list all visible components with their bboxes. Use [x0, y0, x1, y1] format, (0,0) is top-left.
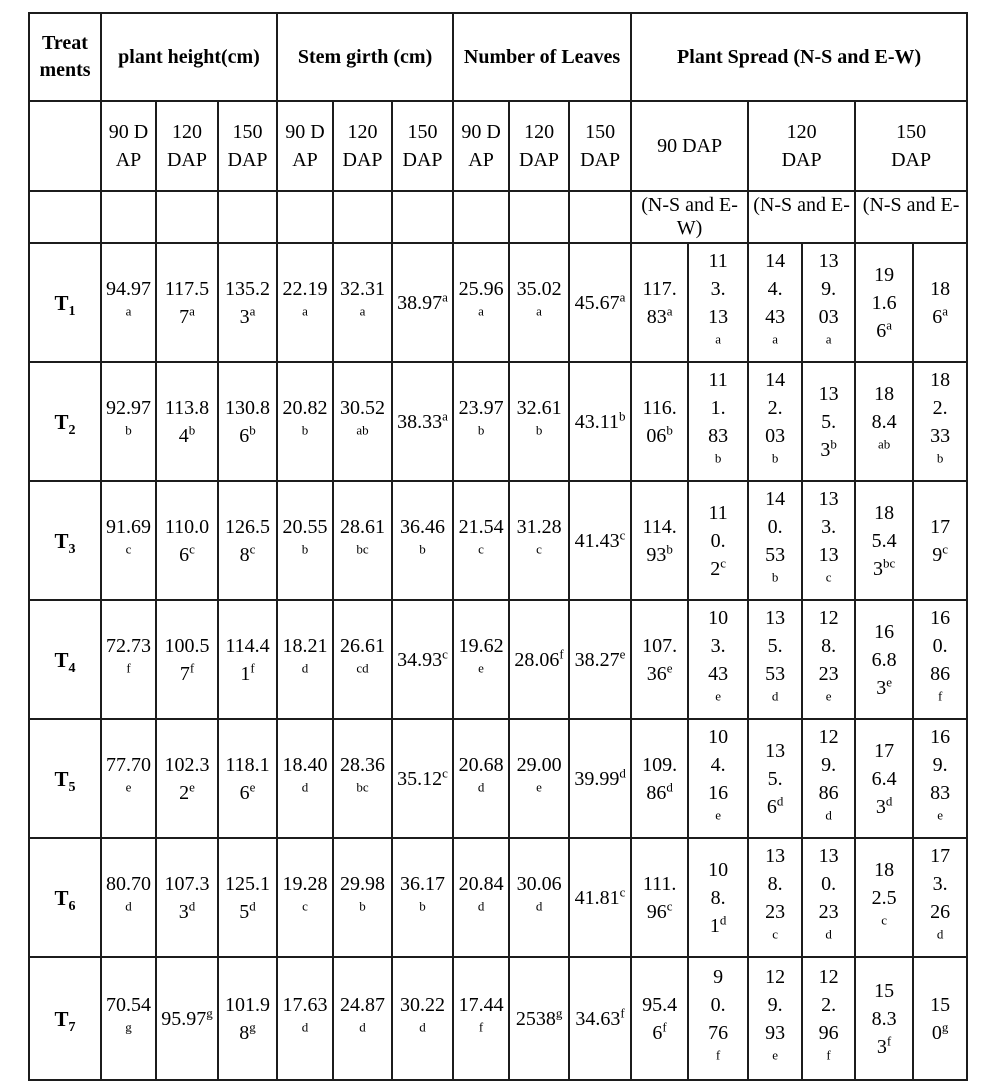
- empty-cell: [333, 191, 392, 243]
- value-cell: 130.23$^d$: [802, 838, 855, 957]
- table-row: [29, 362, 967, 481]
- significance-letter: f: [478, 1018, 484, 1034]
- significance-letter: a: [478, 302, 484, 318]
- empty-cell: [29, 101, 101, 191]
- table-row: [29, 600, 967, 719]
- plant-spread-header: Plant Spread (N-S and E-W): [631, 13, 967, 101]
- value-cell: 70.54$^g$: [101, 957, 156, 1080]
- significance-letter: f: [937, 687, 943, 703]
- significance-letter: b: [249, 421, 256, 437]
- value-cell: 72.73$^f$: [101, 600, 156, 719]
- value-cell: 41.81$^c$: [569, 838, 631, 957]
- significance-letter: e: [772, 1046, 778, 1062]
- table-row: [29, 243, 967, 362]
- value-cell: 28.36$^{bc}$: [333, 719, 392, 838]
- significance-letter: e: [536, 778, 542, 794]
- value-cell: 173.26$^d$: [913, 838, 967, 957]
- significance-letter: d: [535, 897, 543, 913]
- value-cell: 182.33$^b$: [913, 362, 967, 481]
- value-cell: 114.41$^f$: [218, 600, 277, 719]
- significance-letter: e: [715, 806, 721, 822]
- value-cell: 114.93$^b$: [631, 481, 688, 600]
- stem-girth-header: Stem girth (cm): [277, 13, 453, 101]
- value-cell: 22.19$^a$: [277, 243, 333, 362]
- value-cell: 21.54$^c$: [453, 481, 509, 600]
- significance-letter: a: [442, 288, 448, 304]
- significance-letter: f: [559, 645, 564, 661]
- value-cell: 23.97$^b$: [453, 362, 509, 481]
- significance-letter: d: [301, 659, 309, 675]
- significance-letter: d: [619, 764, 626, 780]
- treatments-data-table: [28, 12, 968, 1081]
- significance-letter: b: [477, 421, 485, 437]
- value-cell: 80.70$^d$: [101, 838, 156, 957]
- value-cell: 30.06$^d$: [509, 838, 569, 957]
- value-cell: 107.36e: [631, 600, 688, 719]
- value-cell: 108.1$^d$: [688, 838, 748, 957]
- value-cell: 38.33$^a$: [392, 362, 453, 481]
- empty-cell: [218, 191, 277, 243]
- dap-header: 150 DAP: [855, 101, 967, 191]
- significance-letter: c: [666, 897, 673, 913]
- value-cell: 20.84$^d$: [453, 838, 509, 957]
- value-cell: 101.98$^g$: [218, 957, 277, 1080]
- significance-letter: a: [886, 316, 892, 332]
- significance-letter: c: [189, 540, 195, 556]
- orientation-label: (N-S and E-: [748, 191, 855, 243]
- value-cell: 29.98$^b$: [333, 838, 392, 957]
- value-cell: 188.4$^{ab}$: [855, 362, 913, 481]
- value-cell: 135.3$^b$: [802, 362, 855, 481]
- significance-letter: e: [249, 778, 256, 794]
- value-cell: 111.83$^b$: [688, 362, 748, 481]
- value-cell: 95.46$^f$: [631, 957, 688, 1080]
- significance-letter: d: [188, 897, 196, 913]
- significance-letter: g: [941, 1018, 949, 1034]
- empty-cell: [277, 191, 333, 243]
- value-cell: 142.03$^b$: [748, 362, 802, 481]
- value-cell: 182.5$^c$: [855, 838, 913, 957]
- value-cell: 128.23e: [802, 600, 855, 719]
- value-cell: 20.82$^b$: [277, 362, 333, 481]
- significance-letter: a: [189, 302, 195, 318]
- value-cell: 111.96$^c$: [631, 838, 688, 957]
- value-cell: 118.16e: [218, 719, 277, 838]
- value-cell: 45.67$^a$: [569, 243, 631, 362]
- value-cell: 20.55$^b$: [277, 481, 333, 600]
- value-cell: 109.86$^d$: [631, 719, 688, 838]
- treatment-label: $T_4$: [29, 600, 101, 719]
- significance-letter: c: [942, 540, 948, 556]
- empty-cell: [101, 191, 156, 243]
- significance-letter: c: [619, 526, 626, 542]
- significance-letter: b: [125, 421, 132, 437]
- value-cell: 104.16e: [688, 719, 748, 838]
- significance-letter: b: [771, 568, 779, 584]
- treatment-label: $T_5$: [29, 719, 101, 838]
- value-cell: 150$^g$: [913, 957, 967, 1080]
- value-cell: 36.46$^b$: [392, 481, 453, 600]
- value-cell: 116.06$^b$: [631, 362, 688, 481]
- significance-letter: b: [666, 421, 673, 437]
- significance-letter: d: [825, 925, 832, 941]
- dap-header: 150 DAP: [569, 101, 631, 191]
- significance-letter: b: [419, 540, 426, 556]
- value-cell: 186$^a$: [913, 243, 967, 362]
- significance-letter: c: [619, 883, 626, 899]
- value-cell: 138.23$^c$: [748, 838, 802, 957]
- value-cell: 144.43$^a$: [748, 243, 802, 362]
- significance-letter: f: [126, 659, 131, 675]
- value-cell: 135.23$^a$: [218, 243, 277, 362]
- significance-letter: d: [825, 806, 832, 822]
- empty-cell: [453, 191, 509, 243]
- value-cell: 25.96$^a$: [453, 243, 509, 362]
- value-cell: 135.6$^d$: [748, 719, 802, 838]
- significance-letter: c: [125, 540, 132, 556]
- dap-header: 150 DAP: [218, 101, 277, 191]
- significance-letter: e: [189, 778, 195, 794]
- value-cell: 103.43e: [688, 600, 748, 719]
- value-cell: 94.97$^a$: [101, 243, 156, 362]
- significance-letter: b: [359, 897, 366, 913]
- significance-letter: d: [301, 778, 309, 794]
- value-cell: 117.83$^a$: [631, 243, 688, 362]
- table-row: [29, 957, 967, 1080]
- significance-letter: e: [937, 806, 943, 822]
- dap-header: 120 DAP: [156, 101, 218, 191]
- significance-letter: b: [666, 540, 673, 556]
- significance-letter: ab: [356, 421, 369, 437]
- value-cell: 129.93e: [748, 957, 802, 1080]
- value-cell: 32.61$^b$: [509, 362, 569, 481]
- significance-letter: f: [715, 1046, 721, 1062]
- dap-header: 90 DAP: [453, 101, 509, 191]
- significance-letter: d: [249, 897, 256, 913]
- significance-letter: b: [419, 897, 426, 913]
- significance-letter: c: [249, 540, 256, 556]
- value-cell: 30.52$^{ab}$: [333, 362, 392, 481]
- value-cell: 39.99$^d$: [569, 719, 631, 838]
- value-cell: 18.40$^d$: [277, 719, 333, 838]
- significance-letter: a: [942, 302, 948, 318]
- treatment-label: $T_1$: [29, 243, 101, 362]
- value-cell: 32.31$^a$: [333, 243, 392, 362]
- significance-letter: d: [776, 792, 784, 808]
- value-cell: 17.63$^d$: [277, 957, 333, 1080]
- value-cell: 113.84$^b$: [156, 362, 218, 481]
- value-cell: 91.69$^c$: [101, 481, 156, 600]
- value-cell: 158.33$^f$: [855, 957, 913, 1080]
- value-cell: 185.43$^{bc}$: [855, 481, 913, 600]
- significance-letter: e: [619, 645, 626, 661]
- value-cell: 35.12$^c$: [392, 719, 453, 838]
- significance-letter: a: [666, 302, 673, 318]
- orientation-label: (N-S and E-: [855, 191, 967, 243]
- significance-letter: f: [826, 1046, 831, 1062]
- value-cell: 140.53$^b$: [748, 481, 802, 600]
- significance-letter: b: [714, 449, 722, 465]
- treatments-header: Treatments: [29, 13, 101, 101]
- value-cell: 169.83e: [913, 719, 967, 838]
- value-cell: 19.62e: [453, 600, 509, 719]
- significance-letter: b: [771, 449, 779, 465]
- value-cell: 28.61$^{bc}$: [333, 481, 392, 600]
- plant-height-header: plant height(cm): [101, 13, 277, 101]
- significance-letter: ab: [877, 435, 891, 451]
- dap-header: 120 DAP: [509, 101, 569, 191]
- value-cell: 117.57$^a$: [156, 243, 218, 362]
- significance-letter: e: [125, 778, 132, 794]
- value-cell: 28.06$^f$: [509, 600, 569, 719]
- significance-letter: e: [666, 659, 673, 675]
- value-cell: 160.86$^f$: [913, 600, 967, 719]
- significance-letter: bc: [356, 778, 369, 794]
- significance-letter: d: [666, 778, 673, 794]
- significance-letter: f: [886, 1032, 892, 1048]
- significance-letter: d: [419, 1018, 426, 1034]
- value-cell: 139.03$^a$: [802, 243, 855, 362]
- value-cell: 77.70e: [101, 719, 156, 838]
- value-cell: 30.22$^d$: [392, 957, 453, 1080]
- dap-header: 150 DAP: [392, 101, 453, 191]
- empty-cell: [509, 191, 569, 243]
- significance-letter: a: [302, 302, 308, 318]
- value-cell: 126.58$^c$: [218, 481, 277, 600]
- significance-letter: d: [477, 778, 485, 794]
- significance-letter: c: [478, 540, 484, 556]
- orientation-header-row: [29, 191, 967, 243]
- significance-letter: b: [936, 449, 944, 465]
- value-cell: 26.61$^{cd}$: [333, 600, 392, 719]
- significance-letter: a: [125, 302, 132, 318]
- significance-letter: b: [618, 407, 626, 423]
- significance-letter: f: [620, 1004, 625, 1020]
- significance-letter: c: [772, 925, 778, 941]
- value-cell: 18.21$^d$: [277, 600, 333, 719]
- value-cell: 19.28$^c$: [277, 838, 333, 957]
- significance-letter: a: [536, 302, 542, 318]
- significance-letter: g: [555, 1004, 563, 1020]
- significance-letter: bc: [356, 540, 369, 556]
- significance-letter: cd: [356, 659, 369, 675]
- value-cell: 41.43$^c$: [569, 481, 631, 600]
- value-cell: 191.66$^a$: [855, 243, 913, 362]
- significance-letter: e: [478, 659, 484, 675]
- value-cell: 36.17$^b$: [392, 838, 453, 957]
- treatment-label: $T_2$: [29, 362, 101, 481]
- value-cell: 31.28$^c$: [509, 481, 569, 600]
- significance-letter: d: [125, 897, 132, 913]
- value-cell: 90.76$^f$: [688, 957, 748, 1080]
- significance-letter: a: [619, 288, 626, 304]
- significance-letter: g: [249, 1018, 256, 1034]
- value-cell: 35.02$^a$: [509, 243, 569, 362]
- value-cell: 110.2$^c$: [688, 481, 748, 600]
- value-cell: 129.86$^d$: [802, 719, 855, 838]
- table-body: [29, 243, 967, 1080]
- significance-letter: d: [936, 925, 944, 941]
- significance-letter: bc: [882, 554, 896, 570]
- empty-cell: [29, 191, 101, 243]
- dap-header: 90 DAP: [631, 101, 748, 191]
- value-cell: 92.97$^b$: [101, 362, 156, 481]
- significance-letter: d: [885, 792, 893, 808]
- significance-letter: d: [771, 687, 779, 703]
- significance-letter: f: [189, 659, 195, 675]
- dap-header: 90 DAP: [101, 101, 156, 191]
- treatment-label: $T_3$: [29, 481, 101, 600]
- value-cell: 29.00e: [509, 719, 569, 838]
- value-cell: 110.06$^c$: [156, 481, 218, 600]
- table-row: [29, 838, 967, 957]
- value-cell: 20.68$^d$: [453, 719, 509, 838]
- significance-letter: c: [536, 540, 542, 556]
- significance-letter: g: [206, 1004, 213, 1020]
- significance-letter: c: [442, 645, 448, 661]
- significance-letter: a: [772, 330, 778, 346]
- significance-letter: d: [359, 1018, 366, 1034]
- value-cell: 133.13$^c$: [802, 481, 855, 600]
- significance-letter: b: [301, 540, 309, 556]
- value-cell: 135.53$^d$: [748, 600, 802, 719]
- significance-letter: c: [881, 911, 887, 927]
- dap-header-row: [29, 101, 967, 191]
- significance-letter: a: [715, 330, 721, 346]
- significance-letter: e: [825, 687, 832, 703]
- value-cell: 176.43$^d$: [855, 719, 913, 838]
- number-of-leaves-header: Number of Leaves: [453, 13, 631, 101]
- value-cell: 95.97$^g$: [156, 957, 218, 1080]
- dap-header: 120 DAP: [748, 101, 855, 191]
- significance-letter: d: [301, 1018, 309, 1034]
- significance-letter: c: [442, 764, 448, 780]
- significance-letter: a: [359, 302, 366, 318]
- value-cell: 34.63$^f$: [569, 957, 631, 1080]
- table-row: [29, 481, 967, 600]
- value-cell: 166.83e: [855, 600, 913, 719]
- significance-letter: e: [715, 687, 721, 703]
- value-cell: 34.93$^c$: [392, 600, 453, 719]
- value-cell: 43.11$^b$: [569, 362, 631, 481]
- significance-letter: a: [442, 407, 448, 423]
- value-cell: 179$^c$: [913, 481, 967, 600]
- value-cell: 122.96$^f$: [802, 957, 855, 1080]
- significance-letter: c: [825, 568, 832, 584]
- significance-letter: d: [477, 897, 485, 913]
- significance-letter: g: [125, 1018, 132, 1034]
- treatment-label: $T_7$: [29, 957, 101, 1080]
- significance-letter: c: [302, 897, 308, 913]
- empty-cell: [569, 191, 631, 243]
- significance-letter: a: [825, 330, 832, 346]
- significance-letter: c: [720, 554, 726, 570]
- value-cell: 100.57$^f$: [156, 600, 218, 719]
- dap-header: 120 DAP: [333, 101, 392, 191]
- orientation-label: (N-S and E-W): [631, 191, 748, 243]
- group-header-row: [29, 13, 967, 101]
- value-cell: 17.44$^f$: [453, 957, 509, 1080]
- value-cell: 107.33$^d$: [156, 838, 218, 957]
- significance-letter: a: [249, 302, 256, 318]
- significance-letter: e: [886, 673, 892, 689]
- value-cell: 125.15$^d$: [218, 838, 277, 957]
- value-cell: 38.97$^a$: [392, 243, 453, 362]
- empty-cell: [392, 191, 453, 243]
- empty-cell: [156, 191, 218, 243]
- treatment-label: $T_6$: [29, 838, 101, 957]
- dap-header: 90 DAP: [277, 101, 333, 191]
- value-cell: 24.87$^d$: [333, 957, 392, 1080]
- value-cell: 113.13$^a$: [688, 243, 748, 362]
- significance-letter: b: [535, 421, 543, 437]
- significance-letter: b: [830, 435, 837, 451]
- table-row: [29, 719, 967, 838]
- significance-letter: b: [301, 421, 309, 437]
- value-cell: 130.86$^b$: [218, 362, 277, 481]
- significance-letter: f: [662, 1018, 667, 1034]
- significance-letter: b: [188, 421, 196, 437]
- value-cell: 38.27e: [569, 600, 631, 719]
- significance-letter: d: [719, 911, 727, 927]
- significance-letter: f: [250, 659, 255, 675]
- value-cell: 2538$^g$: [509, 957, 569, 1080]
- value-cell: 102.32e: [156, 719, 218, 838]
